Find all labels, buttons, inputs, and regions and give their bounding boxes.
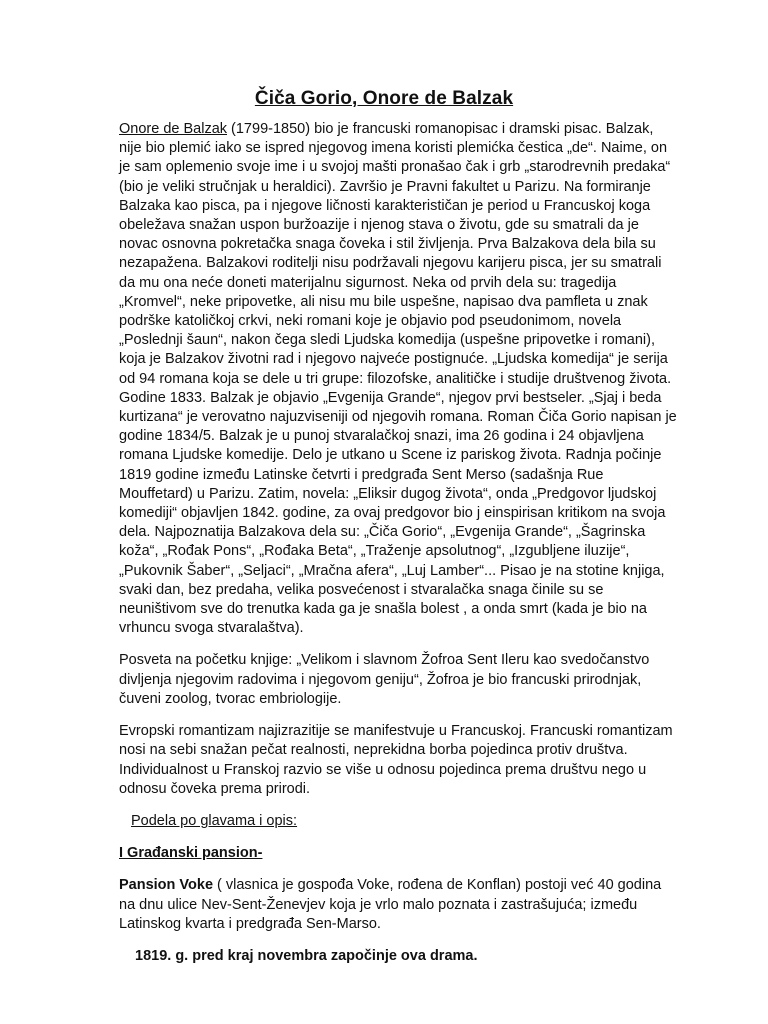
paragraph-dedication: Posveta na početku knjige: „Velikom i slavnom Žofroa Sent Ileru kao svedočanstvo divljenja njegovim radovima i njegovom geniju“, Žofroa je bio francuski prirodnjak, čuveni zoolog, tvorac embriologije. [119, 652, 650, 707]
document-title: Čiča Gorio, Onore de Balzak [254, 88, 514, 109]
chapters-subheading: Podela po glavama i opis: [131, 812, 298, 829]
document-body [119, 120, 679, 979]
paragraph-pension [119, 876, 679, 934]
paragraph-romanticism: Evropski romantizam najizrazitije se manifestvuje u Francuskoj. Francuski romantizam nosi na sebi snažan pečat realnosti, neprekidna borba pojedinca protiv društva. Individualnost u Franskoj razvio se više u odnosu pojedinca prema društvu nego u odnosu čoveka prema prirodi. [119, 723, 673, 797]
chapter-heading: I Građanski pansion- [119, 845, 263, 862]
pension-text: ( vlasnica je gospođa Voke, rođena de Konflan) postoji već 40 godina na dnu ulice Nev-Sent-Ženevjev koja je vrlo malo poznata i zastrašujuća; između Latinskog kvarta i predgrađa Sen-Marso. [119, 877, 662, 932]
paragraph-author-bio [119, 120, 679, 638]
author-bio-text: (1799-1850) bio je francuski romanopisac i dramski pisac. Balzak, nije bio plemić iako se ispred njegovog imena koristi plemićka čestica „de“. Naime, on je sam oplemenio svoje ime i u svojoj mašti pronašao čak i grb „starodrevnih predaka“ (bio je veliki stručnjak u heraldici). Završio je Pravni fakultet u Parizu. Na formiranje Balzaka kao pisca, pa i njegove ličnosti karakterističan je period u Francuskoj koga obeležava snažan uspon buržoazije i njenog stava o životu, gde su smatrali da je novac osnovna pokretačka snaga čoveka i stil življenja. Prva Balzakova dela bila su nezapažena. Balzakovi roditelji nisu podržavali njegovu karijeru pisca, jer su smatrali da mu ona neće doneti materijalnu sigurnost. Neka od prvih dela su: tragedija „Kromvel“, neke pripovetke, ali nisu mu bile uspešne, napisao dva pamfleta u znak podrške katoličkoj crkvi, neki romani koje je objavio pod pseudonimom, novela „Poslednji šaun“, nakon čega sledi Ljudska komedija (uspešne pripovetke i romani), koja je Balzakov životni rad i njegovo najveće postignuće. „Ljudska komedija“ je serija od 94 romana koja se dele u tri grupe: filozofske, analitičke i studije društvenog života. Godine 1833. Balzak je objavio „Evgenija Grande“, njegov prvi bestseler. „Sjaj i beda kurtizana“ je verovatno najuzviseniji od njegovih romana. Roman Čiča Gorio napisan je godine 1834/5. Balzak je u punoj stvaralačkoj snazi, ima 26 godina i 24 objavljena romana Ljudske komedije. Delo je utkano u Scene iz pariskog života. Radnja počinje 1819 godine između Latinske četvrti i predgrađa Sent Merso (sadašnja Rue Mouffetard) u Parizu. Zatim, novela: „Eliksir dugog života“, onda „Predgovor ljudskoj komediji“ objavljen 1842. godine, za ovaj predgovor bio j einspirisan kritikom na svoja dela. Najpoznatija Balzakova dela su: „Čiča Gorio“, „Evgenija Grande“, „Šagrinska koža“, „Rođak Pons“, „Rođaka Beta“, „Traženje apsolutnog“, „Izgubljene iluzije“, „Pukovnik Šaber“, „Seljaci“, „Mračna afera“, „Luj Lamber“... Pisao je na stotine knjiga, svaki dan, bez predaha, velika posvećenost i stvaralačka snaga činile su se neuništivom sve do trenutka kada ga je snašla bolest , a onda smrt (kada je bio na vrhuncu svoga stvaralaštva). [119, 121, 677, 637]
paragraph-drama-start: 1819. g. pred kraj novembra započinje ova drama. [135, 947, 478, 964]
pension-name: Pansion Voke [119, 877, 214, 894]
author-name: Onore de Balzak [119, 121, 228, 137]
